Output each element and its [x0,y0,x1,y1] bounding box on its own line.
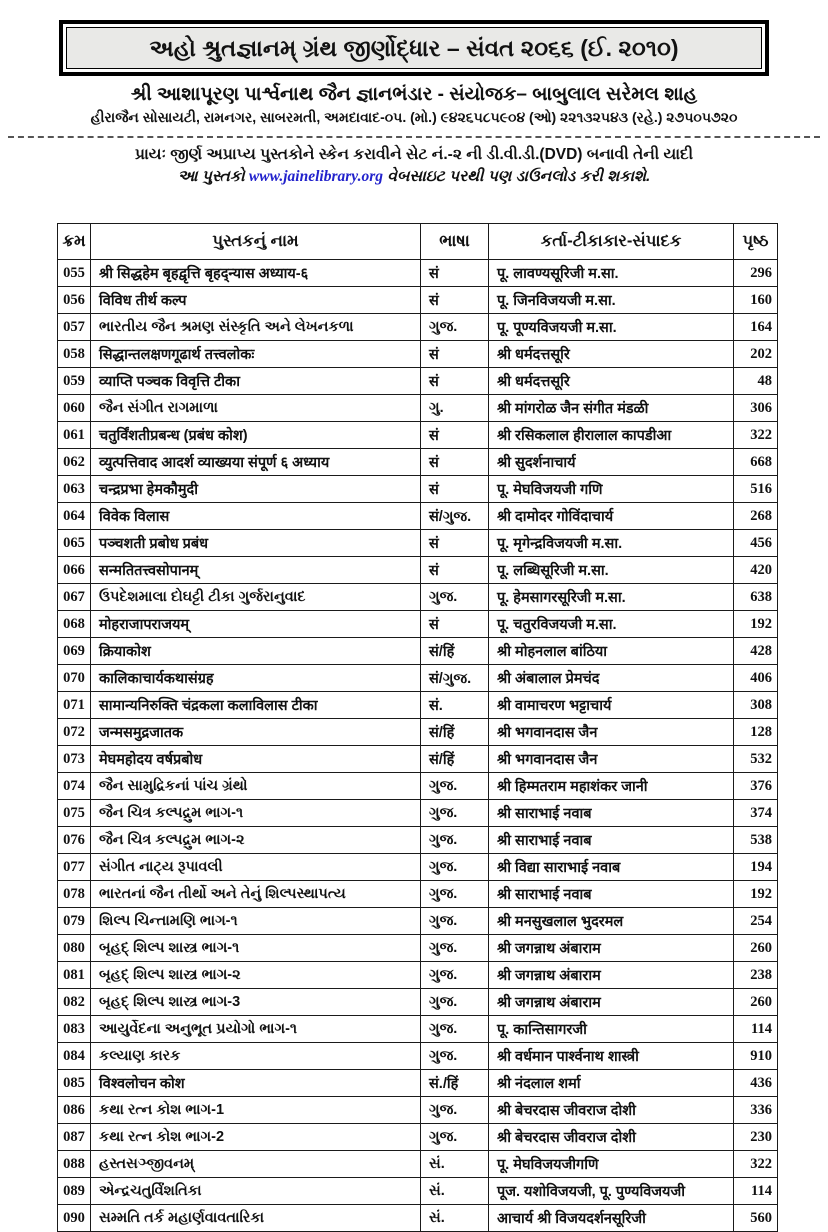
table-row [58,935,778,962]
table-row [58,638,778,665]
book-title-cell: व्याप्ति पञ्चक विवृत्ति टीका [91,368,421,395]
language-cell: ગુજ. [421,1016,489,1043]
author-cell: श्री बेचरदास जीवराज दोशी [489,1097,734,1124]
language-cell: सं [421,611,489,638]
language-cell: ગુજ. [421,800,489,827]
table-row [58,692,778,719]
author-cell: श्री मोहनलाल बांठिया [489,638,734,665]
author-cell: पू. पूण्यविजयजी म.सा. [489,314,734,341]
language-cell: सं/हिं [421,719,489,746]
pages-cell: 374 [734,800,778,827]
pages-cell: 376 [734,773,778,800]
author-cell: श्री बेचरदास जीवराज दोशी [489,1124,734,1151]
book-title-cell: विश्वलोचन कोश [91,1070,421,1097]
serial-cell: 082 [58,989,91,1016]
table-row [58,773,778,800]
language-cell: सं [421,557,489,584]
pages-cell: 296 [734,260,778,287]
table-row [58,503,778,530]
book-title-cell: कालिकाचार्यकथासंग्रह [91,665,421,692]
table-row [58,989,778,1016]
book-title-cell: બૃહદ્ શિલ્પ શાસ્ત્ર ભાગ-૨ [91,962,421,989]
document-page [0,20,828,1227]
author-cell: श्री विद्या साराभाई नवाब [489,854,734,881]
table-row [58,800,778,827]
table-row [58,881,778,908]
book-title-cell: क्रियाकोश [91,638,421,665]
table-row [58,449,778,476]
serial-cell: 059 [58,368,91,395]
table-row [58,341,778,368]
serial-cell: 073 [58,746,91,773]
language-cell: ગુ. [421,395,489,422]
book-title-cell: જૈન સંગીત રાગમાળા [91,395,421,422]
author-cell: श्री जगन्नाथ अंबाराम [489,935,734,962]
serial-cell: 087 [58,1124,91,1151]
author-cell: श्री अंबालाल प्रेमचंद [489,665,734,692]
serial-cell: 058 [58,341,91,368]
pages-cell: 456 [734,530,778,557]
table-row [58,1070,778,1097]
book-table-body [58,260,778,1232]
serial-cell: 066 [58,557,91,584]
language-cell: सं [421,422,489,449]
pages-cell: 308 [734,692,778,719]
pages-cell: 230 [734,1124,778,1151]
book-title-cell: सामान्यनिरुक्ति चंद्रकला कलाविलास टीका [91,692,421,719]
author-cell: पू. कान्तिसागरजी [489,1016,734,1043]
author-cell: पू. लब्धिसूरिजी म.सा. [489,557,734,584]
book-title-cell: કલ્યાણ કારક [91,1043,421,1070]
language-cell: સં. [421,1151,489,1178]
book-title-cell: ભારતીય જૈન શ્રમણ સંસ્કૃતિ અને લેખનકળા [91,314,421,341]
dashed-divider [8,136,820,138]
serial-cell: 064 [58,503,91,530]
author-cell: आचार्य श्री विजयदर्शनसूरिजी [489,1205,734,1232]
book-title-cell: चन्द्रप्रभा हेमकौमुदी [91,476,421,503]
table-row [58,1178,778,1205]
pages-cell: 160 [734,287,778,314]
language-cell: ગુજ. [421,314,489,341]
serial-cell: 062 [58,449,91,476]
language-cell: सं/ગુજ. [421,665,489,692]
language-cell: सं [421,476,489,503]
table-row [58,1097,778,1124]
header-author: કર્તા-ટીકાકાર-સંપાદક [489,224,734,260]
book-title-cell: શિલ્પ ચિન્તામણિ ભાગ-૧ [91,908,421,935]
author-cell: पू. मृगेन्द्रविजयजी म.सा. [489,530,734,557]
author-cell: श्री दामोदर गोविंदाचार्य [489,503,734,530]
language-cell: सं [421,260,489,287]
pages-cell: 192 [734,881,778,908]
serial-cell: 080 [58,935,91,962]
serial-cell: 077 [58,854,91,881]
serial-cell: 061 [58,422,91,449]
language-cell: सं [421,287,489,314]
serial-cell: 070 [58,665,91,692]
language-cell: ગુજ. [421,1097,489,1124]
book-title-cell: पञ्चशती प्रबोध प्रबंध [91,530,421,557]
serial-cell: 090 [58,1205,91,1232]
book-title-cell: ભારતનાં જૈન તીર્થો અને તેનું શિલ્પસ્થાપત્ય [91,881,421,908]
pages-cell: 336 [734,1097,778,1124]
pages-cell: 910 [734,1043,778,1070]
serial-cell: 065 [58,530,91,557]
table-row [58,314,778,341]
pages-cell: 194 [734,854,778,881]
language-cell: सं [421,341,489,368]
author-cell: पू. लावण्यसूरिजी म.सा. [489,260,734,287]
author-cell: पू. मेघविजयजी गणि [489,476,734,503]
author-cell: श्री रसिकलाल हीरालाल कापडीआ [489,422,734,449]
author-cell: श्री भगवानदास जैन [489,719,734,746]
pages-cell: 260 [734,989,778,1016]
language-cell: ગુજ. [421,584,489,611]
serial-cell: 086 [58,1097,91,1124]
pages-cell: 428 [734,638,778,665]
table-row [58,557,778,584]
language-cell: ગુજ. [421,773,489,800]
book-title-cell: આયુર્વેદના અનુભૂત પ્રયોગો ભાગ-૧ [91,1016,421,1043]
serial-cell: 075 [58,800,91,827]
author-cell: श्री नंदलाल शर्मा [489,1070,734,1097]
serial-cell: 083 [58,1016,91,1043]
table-row [58,854,778,881]
language-cell: सं/हिं [421,746,489,773]
header-pages: પૃષ્ઠ [734,224,778,260]
note-line-2 [0,168,828,186]
table-row [58,368,778,395]
serial-cell: 063 [58,476,91,503]
book-title-cell: सिद्धान्तलक्षणगूढार्थ तत्त्वलोकः [91,341,421,368]
book-title-cell: કથા રત્ન કોશ ભાગ-1 [91,1097,421,1124]
author-cell: श्री भगवानदास जैन [489,746,734,773]
book-title-cell: ઉપદેશમાલા દોઘટ્ટી ટીકા ગુર્જરાનુવાદ [91,584,421,611]
author-cell: श्री साराभाई नवाब [489,800,734,827]
pages-cell: 560 [734,1205,778,1232]
book-title-cell: કથા રત્ન કોશ ભાગ-2 [91,1124,421,1151]
book-title-cell: બૃહદ્ શિલ્પ શાસ્ત્ર ભાગ-3 [91,989,421,1016]
serial-cell: 076 [58,827,91,854]
serial-cell: 056 [58,287,91,314]
language-cell: ગુજ. [421,962,489,989]
language-cell: सं/हिं [421,638,489,665]
book-title-cell: જૈન સામુદ્રિકનાં પાંચ ગ્રંથો [91,773,421,800]
pages-cell: 516 [734,476,778,503]
language-cell: ગુજ. [421,935,489,962]
table-row [58,665,778,692]
book-title-cell: व्युत्पत्तिवाद आदर्श व्याख्यया संपूर्ण ६ अध्याय [91,449,421,476]
pages-cell: 420 [734,557,778,584]
note-line-2-prefix: આ પુસ્તકો [177,168,249,185]
author-cell: श्री वर्धमान पार्श्वनाथ शास्त्री [489,1043,734,1070]
author-cell: पू. मेघविजयजीगणि [489,1151,734,1178]
author-cell: श्री वामाचरण भट्टाचार्य [489,692,734,719]
pages-cell: 192 [734,611,778,638]
pages-cell: 668 [734,449,778,476]
author-cell: श्री जगन्नाथ अंबाराम [489,989,734,1016]
author-cell: पू. जिनविजयजी म.सा. [489,287,734,314]
book-title-cell: સંગીત નાટ્ય રૂપાવલી [91,854,421,881]
pages-cell: 436 [734,1070,778,1097]
table-row [58,611,778,638]
pages-cell: 48 [734,368,778,395]
table-row [58,1151,778,1178]
address-contact-line: હીરાજૈન સોસાયટી, રામનગર, સાબરમતી, અમદાવાદ-૦૫. (મો.) ૯૪૨૬૫૮૫૯૦૪ (ઓ) ૨૨૧૩૨૫૪૩ (રહે.) ૨૭૫૦૫૭૨૦ [90,109,738,125]
table-row [58,584,778,611]
pages-cell: 238 [734,962,778,989]
language-cell: ગુજ. [421,827,489,854]
serial-cell: 084 [58,1043,91,1070]
table-row [58,260,778,287]
language-cell: सं/ગુજ. [421,503,489,530]
book-title-cell: હસ્તસઞ્જીવનમ્ [91,1151,421,1178]
table-row [58,1016,778,1043]
jainelibrary-link[interactable]: www.jainelibrary.org [248,168,383,185]
language-cell: ગુજ. [421,854,489,881]
language-cell: सं [421,449,489,476]
author-cell: श्री धर्मदत्तसूरि [489,341,734,368]
pages-cell: 268 [734,503,778,530]
book-title-cell: જૈન ચિત્ર કલ્પદ્રુમ ભાગ-૧ [91,800,421,827]
header-language: ભાષા [421,224,489,260]
table-row [58,1205,778,1232]
title-banner [59,20,769,76]
serial-cell: 067 [58,584,91,611]
table-row [58,476,778,503]
header-title: પુસ્તકનું નામ [91,224,421,260]
author-cell: श्री सुदर्शनाचार्य [489,449,734,476]
language-cell: સં. [421,1205,489,1232]
serial-cell: 079 [58,908,91,935]
author-cell: श्री साराभाई नवाब [489,827,734,854]
author-cell: श्री मनसुखलाल भुदरमल [489,908,734,935]
header-serial: ક્રમ [58,224,91,260]
table-row [58,530,778,557]
table-row [58,422,778,449]
pages-cell: 164 [734,314,778,341]
serial-cell: 057 [58,314,91,341]
pages-cell: 638 [734,584,778,611]
serial-cell: 085 [58,1070,91,1097]
book-title-cell: जन्मसमुद्रजातक [91,719,421,746]
pages-cell: 114 [734,1178,778,1205]
serial-cell: 089 [58,1178,91,1205]
book-title-cell: विवेक विलास [91,503,421,530]
table-row [58,962,778,989]
pages-cell: 254 [734,908,778,935]
author-cell: श्री धर्मदत्तसूरि [489,368,734,395]
author-cell: श्री साराभाई नवाब [489,881,734,908]
book-title-cell: બૃહદ્ શિલ્પ શાસ્ત્ર ભાગ-૧ [91,935,421,962]
pages-cell: 260 [734,935,778,962]
serial-cell: 088 [58,1151,91,1178]
serial-cell: 068 [58,611,91,638]
table-header-row [58,224,778,260]
author-cell: पू. चतुरविजयजी म.सा. [489,611,734,638]
page-title: અહો શ્રુતજ્ઞાનમ્ ગ્રંથ જીર્ણોદ્ધાર – સંવત ૨૦૬૬ (ઈ. ૨૦૧૦) [66,27,762,69]
pages-cell: 322 [734,1151,778,1178]
note-line-1: પ્રાયઃ જીર્ણ અપ્રાપ્ય પુસ્તકોને સ્કેન કરાવીને સેટ નં.-૨ ની ડી.વી.ડી.(DVD) બનાવી તેની યાદી [134,146,694,163]
book-title-cell: જૈન ચિત્ર કલ્પદ્રુમ ભાગ-૨ [91,827,421,854]
pages-cell: 128 [734,719,778,746]
organization-line: શ્રી આશાપૂરણ પાર્શ્વનાથ જૈન જ્ઞાનભંડાર - સંયોજક– બાબુલાલ સરેમલ શાહ [130,84,698,105]
language-cell: सं [421,530,489,557]
book-title-cell: સમ્મતિ તર્ક મહાર્ણવાવતારિકા [91,1205,421,1232]
book-title-cell: मेघमहोदय वर्षप्रबोध [91,746,421,773]
serial-cell: 069 [58,638,91,665]
book-title-cell: श्री सिद्धहेम बृहद्वृत्ति बृहद्न्यास अध्याय-६ [91,260,421,287]
pages-cell: 538 [734,827,778,854]
language-cell: ગુજ. [421,1043,489,1070]
table-row [58,395,778,422]
language-cell: ગુજ. [421,989,489,1016]
serial-cell: 060 [58,395,91,422]
language-cell: सं. [421,692,489,719]
book-title-cell: विविध तीर्थ कल्प [91,287,421,314]
table-row [58,827,778,854]
author-cell: पूज. यशोविजयजी, पू. पुण्यविजयजी [489,1178,734,1205]
pages-cell: 202 [734,341,778,368]
book-title-cell: चतुर्विंशतीप्रबन्ध (प्रबंध कोश) [91,422,421,449]
serial-cell: 078 [58,881,91,908]
language-cell: सं./हिं [421,1070,489,1097]
serial-cell: 081 [58,962,91,989]
language-cell: ગુજ. [421,908,489,935]
note-line-2-suffix: વેબસાઇટ પરથી પણ ડાઉનલોડ કરી શકાશે. [382,168,651,185]
language-cell: ગુજ. [421,1124,489,1151]
book-title-cell: मोहराजापराजयम् [91,611,421,638]
serial-cell: 055 [58,260,91,287]
table-row [58,908,778,935]
author-cell: श्री जगन्नाथ अंबाराम [489,962,734,989]
language-cell: सं [421,368,489,395]
author-cell: श्री हिम्मतराम महाशंकर जानी [489,773,734,800]
table-row [58,1043,778,1070]
pages-cell: 114 [734,1016,778,1043]
author-cell: श्री मांगरोळ जैन संगीत मंडळी [489,395,734,422]
pages-cell: 532 [734,746,778,773]
language-cell: સં. [421,1178,489,1205]
table-row [58,719,778,746]
pages-cell: 322 [734,422,778,449]
book-title-cell: सन्मतितत्त्वसोपानम् [91,557,421,584]
table-row [58,287,778,314]
language-cell: ગુજ. [421,881,489,908]
serial-cell: 071 [58,692,91,719]
pages-cell: 306 [734,395,778,422]
table-row [58,1124,778,1151]
serial-cell: 074 [58,773,91,800]
serial-cell: 072 [58,719,91,746]
author-cell: पू. हेमसागरसूरिजी म.सा. [489,584,734,611]
book-catalog-table [57,223,778,1232]
pages-cell: 406 [734,665,778,692]
book-title-cell: એન્દ્રચતુર્વિંશતિકા [91,1178,421,1205]
table-row [58,746,778,773]
